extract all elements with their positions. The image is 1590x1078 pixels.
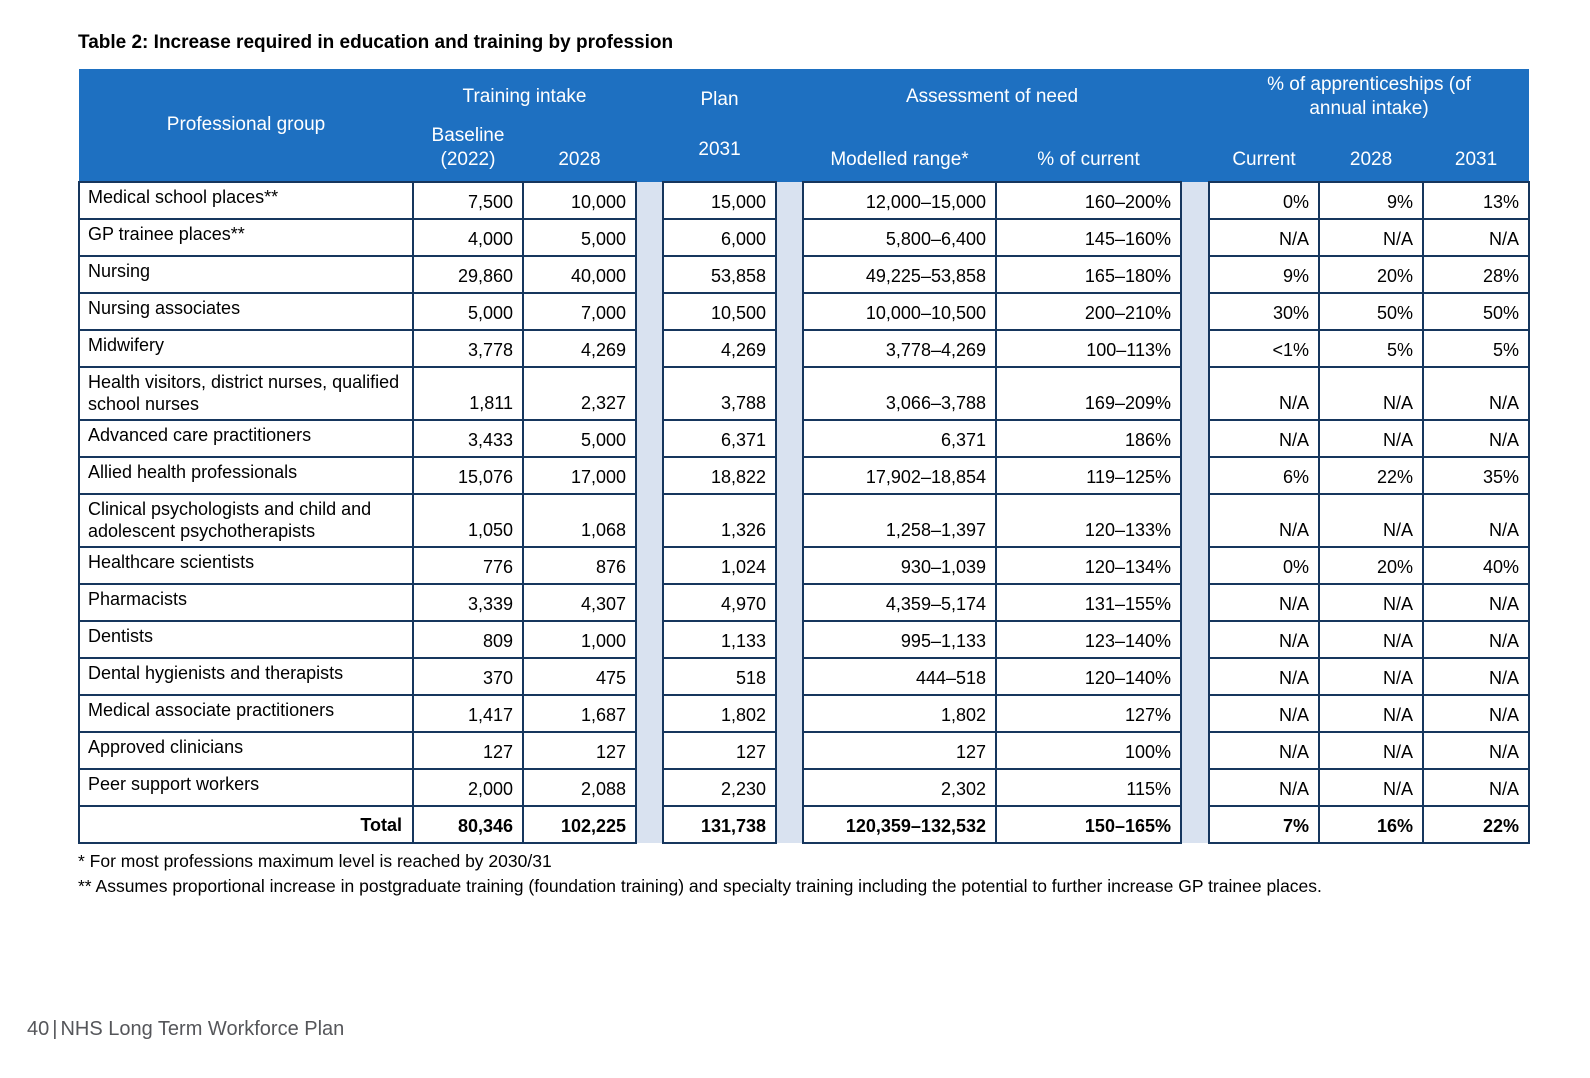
header-apprenticeships-2028: 2028 (1319, 124, 1423, 182)
table-row (79, 547, 1529, 584)
cell-professional-group: Midwifery (79, 330, 413, 367)
header-apprenticeships-label: % of apprenticeships (of annual intake) (1267, 73, 1471, 119)
cell-apprenticeship-2031: 40% (1423, 547, 1529, 584)
column-gap (636, 658, 663, 695)
cell-plan-2031: 1,802 (663, 695, 776, 732)
column-gap (1181, 806, 1209, 843)
cell-intake-2028: 4,269 (523, 330, 636, 367)
cell-pct-of-current: 115% (996, 769, 1181, 806)
cell-plan-2031: 6,371 (663, 420, 776, 457)
column-gap (636, 330, 663, 367)
cell-pct-of-current: 186% (996, 420, 1181, 457)
column-gap (1181, 182, 1209, 219)
cell-pct-of-current: 120–133% (996, 494, 1181, 547)
table-title: Table 2: Increase required in education and training by profession (78, 32, 674, 53)
cell-pct-of-current: 160–200% (996, 182, 1181, 219)
cell-baseline-2022: 29,860 (413, 256, 523, 293)
cell-professional-group: Peer support workers (79, 769, 413, 806)
cell-apprenticeship-2028: N/A (1319, 732, 1423, 769)
cell-apprenticeship-2031: 5% (1423, 330, 1529, 367)
cell-professional-group: Allied health professionals (79, 457, 413, 494)
cell-intake-2028: 1,000 (523, 621, 636, 658)
cell-intake-2028: 5,000 (523, 219, 636, 256)
cell-apprenticeship-2031: N/A (1423, 769, 1529, 806)
cell-modelled-range: 4,359–5,174 (803, 584, 996, 621)
column-gap (776, 330, 803, 367)
cell-apprenticeship-current: N/A (1209, 584, 1319, 621)
cell-pct-of-current: 120–134% (996, 547, 1181, 584)
cell-apprenticeship-2031: N/A (1423, 621, 1529, 658)
header-plan (663, 69, 776, 182)
column-gap (776, 293, 803, 330)
header-assessment-of-need: Assessment of need (803, 69, 1181, 124)
cell-professional-group: Total (79, 806, 413, 843)
column-gap (636, 182, 663, 219)
cell-apprenticeship-current: N/A (1209, 494, 1319, 547)
cell-apprenticeship-current: N/A (1209, 367, 1319, 420)
cell-apprenticeship-2028: N/A (1319, 658, 1423, 695)
table-row (79, 182, 1529, 219)
table-row (79, 732, 1529, 769)
footer-separator: | (52, 1018, 58, 1040)
cell-apprenticeship-current: 0% (1209, 547, 1319, 584)
cell-plan-2031: 4,970 (663, 584, 776, 621)
cell-modelled-range: 3,066–3,788 (803, 367, 996, 420)
column-gap (776, 182, 803, 219)
cell-apprenticeship-current: N/A (1209, 732, 1319, 769)
cell-pct-of-current: 131–155% (996, 584, 1181, 621)
column-gap (776, 769, 803, 806)
column-gap (776, 457, 803, 494)
cell-plan-2031: 1,326 (663, 494, 776, 547)
table-row (79, 330, 1529, 367)
column-gap (636, 621, 663, 658)
cell-professional-group: GP trainee places** (79, 219, 413, 256)
cell-apprenticeship-2031: N/A (1423, 584, 1529, 621)
column-gap (636, 769, 663, 806)
cell-professional-group: Nursing associates (79, 293, 413, 330)
cell-intake-2028: 4,307 (523, 584, 636, 621)
cell-modelled-range: 5,800–6,400 (803, 219, 996, 256)
cell-apprenticeship-2028: 20% (1319, 256, 1423, 293)
cell-pct-of-current: 123–140% (996, 621, 1181, 658)
cell-pct-of-current: 100% (996, 732, 1181, 769)
cell-intake-2028: 40,000 (523, 256, 636, 293)
header-intake-2028: 2028 (523, 124, 636, 182)
column-gap (1181, 769, 1209, 806)
cell-professional-group: Nursing (79, 256, 413, 293)
column-gap (1181, 367, 1209, 420)
cell-baseline-2022: 1,417 (413, 695, 523, 732)
table-total-row (79, 806, 1529, 843)
cell-apprenticeship-2028: 9% (1319, 182, 1423, 219)
cell-plan-2031: 518 (663, 658, 776, 695)
column-gap (1181, 420, 1209, 457)
column-gap (636, 367, 663, 420)
column-gap (776, 547, 803, 584)
cell-apprenticeship-2028: N/A (1319, 219, 1423, 256)
cell-baseline-2022: 3,433 (413, 420, 523, 457)
table-row (79, 494, 1529, 547)
cell-apprenticeship-2028: N/A (1319, 695, 1423, 732)
cell-baseline-2022: 3,339 (413, 584, 523, 621)
column-gap (1181, 695, 1209, 732)
cell-professional-group: Clinical psychologists and child and adolescent psychotherapists (79, 494, 413, 547)
cell-apprenticeship-2031: N/A (1423, 420, 1529, 457)
cell-plan-2031: 127 (663, 732, 776, 769)
cell-modelled-range: 1,802 (803, 695, 996, 732)
cell-plan-2031: 1,024 (663, 547, 776, 584)
table-row (79, 219, 1529, 256)
cell-apprenticeship-current: 7% (1209, 806, 1319, 843)
column-gap (636, 494, 663, 547)
column-gap (636, 219, 663, 256)
cell-apprenticeship-current: N/A (1209, 658, 1319, 695)
cell-professional-group: Dental hygienists and therapists (79, 658, 413, 695)
cell-apprenticeship-current: N/A (1209, 219, 1319, 256)
cell-professional-group: Healthcare scientists (79, 547, 413, 584)
footnote-2: ** Assumes proportional increase in postgraduate training (foundation training) and specialty training including the potential to further increase GP trainee places. (78, 875, 1322, 896)
cell-intake-2028: 7,000 (523, 293, 636, 330)
cell-apprenticeship-2028: N/A (1319, 584, 1423, 621)
cell-plan-2031: 6,000 (663, 219, 776, 256)
header-training-intake: Training intake (413, 69, 636, 124)
cell-apprenticeship-2028: 20% (1319, 547, 1423, 584)
cell-apprenticeship-current: 6% (1209, 457, 1319, 494)
table-row (79, 293, 1529, 330)
column-gap (776, 69, 803, 182)
table-header (79, 69, 1529, 182)
cell-intake-2028: 10,000 (523, 182, 636, 219)
cell-apprenticeship-2028: 5% (1319, 330, 1423, 367)
column-gap (1181, 494, 1209, 547)
column-gap (1181, 69, 1209, 182)
column-gap (636, 806, 663, 843)
table-row (79, 367, 1529, 420)
cell-intake-2028: 5,000 (523, 420, 636, 457)
cell-modelled-range: 12,000–15,000 (803, 182, 996, 219)
cell-modelled-range: 930–1,039 (803, 547, 996, 584)
table-row (79, 695, 1529, 732)
header-baseline-2022: Baseline (2022) (413, 124, 523, 182)
table-row (79, 584, 1529, 621)
cell-apprenticeship-2031: N/A (1423, 494, 1529, 547)
cell-plan-2031: 3,788 (663, 367, 776, 420)
cell-professional-group: Health visitors, district nurses, qualified school nurses (79, 367, 413, 420)
cell-professional-group: Approved clinicians (79, 732, 413, 769)
cell-baseline-2022: 776 (413, 547, 523, 584)
cell-plan-2031: 18,822 (663, 457, 776, 494)
page-content (78, 32, 1530, 900)
cell-professional-group: Medical associate practitioners (79, 695, 413, 732)
cell-apprenticeship-2028: 22% (1319, 457, 1423, 494)
cell-baseline-2022: 15,076 (413, 457, 523, 494)
column-gap (636, 695, 663, 732)
column-gap (1181, 584, 1209, 621)
column-gap (636, 732, 663, 769)
column-gap (776, 806, 803, 843)
column-gap (776, 420, 803, 457)
table-row (79, 420, 1529, 457)
cell-apprenticeship-current: 9% (1209, 256, 1319, 293)
cell-apprenticeship-current: <1% (1209, 330, 1319, 367)
cell-baseline-2022: 127 (413, 732, 523, 769)
cell-professional-group: Advanced care practitioners (79, 420, 413, 457)
cell-baseline-2022: 2,000 (413, 769, 523, 806)
cell-apprenticeship-2031: 35% (1423, 457, 1529, 494)
cell-intake-2028: 876 (523, 547, 636, 584)
header-apprenticeships (1209, 69, 1529, 124)
cell-apprenticeship-2028: N/A (1319, 769, 1423, 806)
cell-pct-of-current: 127% (996, 695, 1181, 732)
cell-intake-2028: 2,327 (523, 367, 636, 420)
cell-apprenticeship-2028: N/A (1319, 494, 1423, 547)
cell-apprenticeship-current: N/A (1209, 695, 1319, 732)
cell-apprenticeship-current: 30% (1209, 293, 1319, 330)
table-row (79, 621, 1529, 658)
column-gap (636, 584, 663, 621)
column-gap (776, 658, 803, 695)
column-gap (636, 69, 663, 182)
cell-pct-of-current: 165–180% (996, 256, 1181, 293)
header-apprenticeships-current: Current (1209, 124, 1319, 182)
cell-baseline-2022: 7,500 (413, 182, 523, 219)
column-gap (636, 256, 663, 293)
cell-apprenticeship-2028: 50% (1319, 293, 1423, 330)
column-gap (1181, 293, 1209, 330)
footer-page-number: 40 (27, 1018, 50, 1040)
cell-modelled-range: 1,258–1,397 (803, 494, 996, 547)
cell-modelled-range: 2,302 (803, 769, 996, 806)
column-gap (1181, 457, 1209, 494)
cell-intake-2028: 475 (523, 658, 636, 695)
cell-apprenticeship-current: N/A (1209, 621, 1319, 658)
cell-professional-group: Pharmacists (79, 584, 413, 621)
column-gap (1181, 256, 1209, 293)
cell-modelled-range: 995–1,133 (803, 621, 996, 658)
cell-plan-2031: 131,738 (663, 806, 776, 843)
column-gap (776, 494, 803, 547)
cell-baseline-2022: 80,346 (413, 806, 523, 843)
column-gap (1181, 330, 1209, 367)
cell-professional-group: Dentists (79, 621, 413, 658)
column-gap (636, 420, 663, 457)
cell-apprenticeship-current: N/A (1209, 769, 1319, 806)
column-gap (1181, 219, 1209, 256)
footnote-1: * For most professions maximum level is reached by 2030/31 (78, 850, 552, 871)
cell-apprenticeship-current: N/A (1209, 420, 1319, 457)
cell-modelled-range: 444–518 (803, 658, 996, 695)
header-plan-year: 2031 (698, 138, 741, 160)
table-row (79, 256, 1529, 293)
cell-plan-2031: 4,269 (663, 330, 776, 367)
column-gap (636, 293, 663, 330)
column-gap (636, 457, 663, 494)
cell-plan-2031: 2,230 (663, 769, 776, 806)
footer-title: NHS Long Term Workforce Plan (60, 1018, 345, 1040)
cell-intake-2028: 102,225 (523, 806, 636, 843)
cell-apprenticeship-2031: 22% (1423, 806, 1529, 843)
header-pct-of-current: % of current (996, 124, 1181, 182)
cell-modelled-range: 3,778–4,269 (803, 330, 996, 367)
cell-apprenticeship-2028: N/A (1319, 367, 1423, 420)
table-row (79, 769, 1529, 806)
cell-modelled-range: 120,359–132,532 (803, 806, 996, 843)
cell-apprenticeship-2028: N/A (1319, 621, 1423, 658)
cell-modelled-range: 6,371 (803, 420, 996, 457)
column-gap (776, 256, 803, 293)
footnotes (78, 850, 1530, 898)
cell-apprenticeship-2031: N/A (1423, 219, 1529, 256)
cell-modelled-range: 127 (803, 732, 996, 769)
cell-apprenticeship-2031: N/A (1423, 658, 1529, 695)
column-gap (1181, 547, 1209, 584)
cell-intake-2028: 1,068 (523, 494, 636, 547)
cell-baseline-2022: 809 (413, 621, 523, 658)
cell-intake-2028: 2,088 (523, 769, 636, 806)
cell-apprenticeship-2031: N/A (1423, 367, 1529, 420)
cell-pct-of-current: 145–160% (996, 219, 1181, 256)
cell-apprenticeship-2028: 16% (1319, 806, 1423, 843)
cell-modelled-range: 49,225–53,858 (803, 256, 996, 293)
cell-intake-2028: 17,000 (523, 457, 636, 494)
cell-apprenticeship-2031: 50% (1423, 293, 1529, 330)
cell-modelled-range: 17,902–18,854 (803, 457, 996, 494)
page-footer (27, 1018, 344, 1041)
cell-pct-of-current: 169–209% (996, 367, 1181, 420)
table-body (79, 182, 1529, 843)
column-gap (1181, 621, 1209, 658)
column-gap (776, 219, 803, 256)
cell-plan-2031: 1,133 (663, 621, 776, 658)
cell-pct-of-current: 119–125% (996, 457, 1181, 494)
column-gap (776, 621, 803, 658)
cell-apprenticeship-2031: 13% (1423, 182, 1529, 219)
table-row (79, 658, 1529, 695)
cell-apprenticeship-current: 0% (1209, 182, 1319, 219)
cell-intake-2028: 1,687 (523, 695, 636, 732)
cell-baseline-2022: 5,000 (413, 293, 523, 330)
cell-intake-2028: 127 (523, 732, 636, 769)
column-gap (636, 547, 663, 584)
column-gap (776, 732, 803, 769)
header-modelled-range: Modelled range* (803, 124, 996, 182)
cell-plan-2031: 15,000 (663, 182, 776, 219)
column-gap (1181, 732, 1209, 769)
cell-apprenticeship-2031: N/A (1423, 732, 1529, 769)
cell-baseline-2022: 3,778 (413, 330, 523, 367)
table-row (79, 457, 1529, 494)
cell-baseline-2022: 1,050 (413, 494, 523, 547)
cell-apprenticeship-2028: N/A (1319, 420, 1423, 457)
cell-apprenticeship-2031: N/A (1423, 695, 1529, 732)
column-gap (776, 584, 803, 621)
cell-baseline-2022: 4,000 (413, 219, 523, 256)
cell-pct-of-current: 200–210% (996, 293, 1181, 330)
header-plan-label: Plan (700, 89, 739, 110)
cell-modelled-range: 10,000–10,500 (803, 293, 996, 330)
column-gap (1181, 658, 1209, 695)
cell-professional-group: Medical school places** (79, 182, 413, 219)
column-gap (776, 367, 803, 420)
cell-plan-2031: 10,500 (663, 293, 776, 330)
column-gap (776, 695, 803, 732)
cell-pct-of-current: 100–113% (996, 330, 1181, 367)
header-apprenticeships-2031: 2031 (1423, 124, 1529, 182)
header-professional-group: Professional group (79, 69, 413, 182)
cell-baseline-2022: 1,811 (413, 367, 523, 420)
cell-pct-of-current: 150–165% (996, 806, 1181, 843)
cell-plan-2031: 53,858 (663, 256, 776, 293)
table-2 (78, 69, 1530, 844)
cell-apprenticeship-2031: 28% (1423, 256, 1529, 293)
cell-pct-of-current: 120–140% (996, 658, 1181, 695)
cell-baseline-2022: 370 (413, 658, 523, 695)
